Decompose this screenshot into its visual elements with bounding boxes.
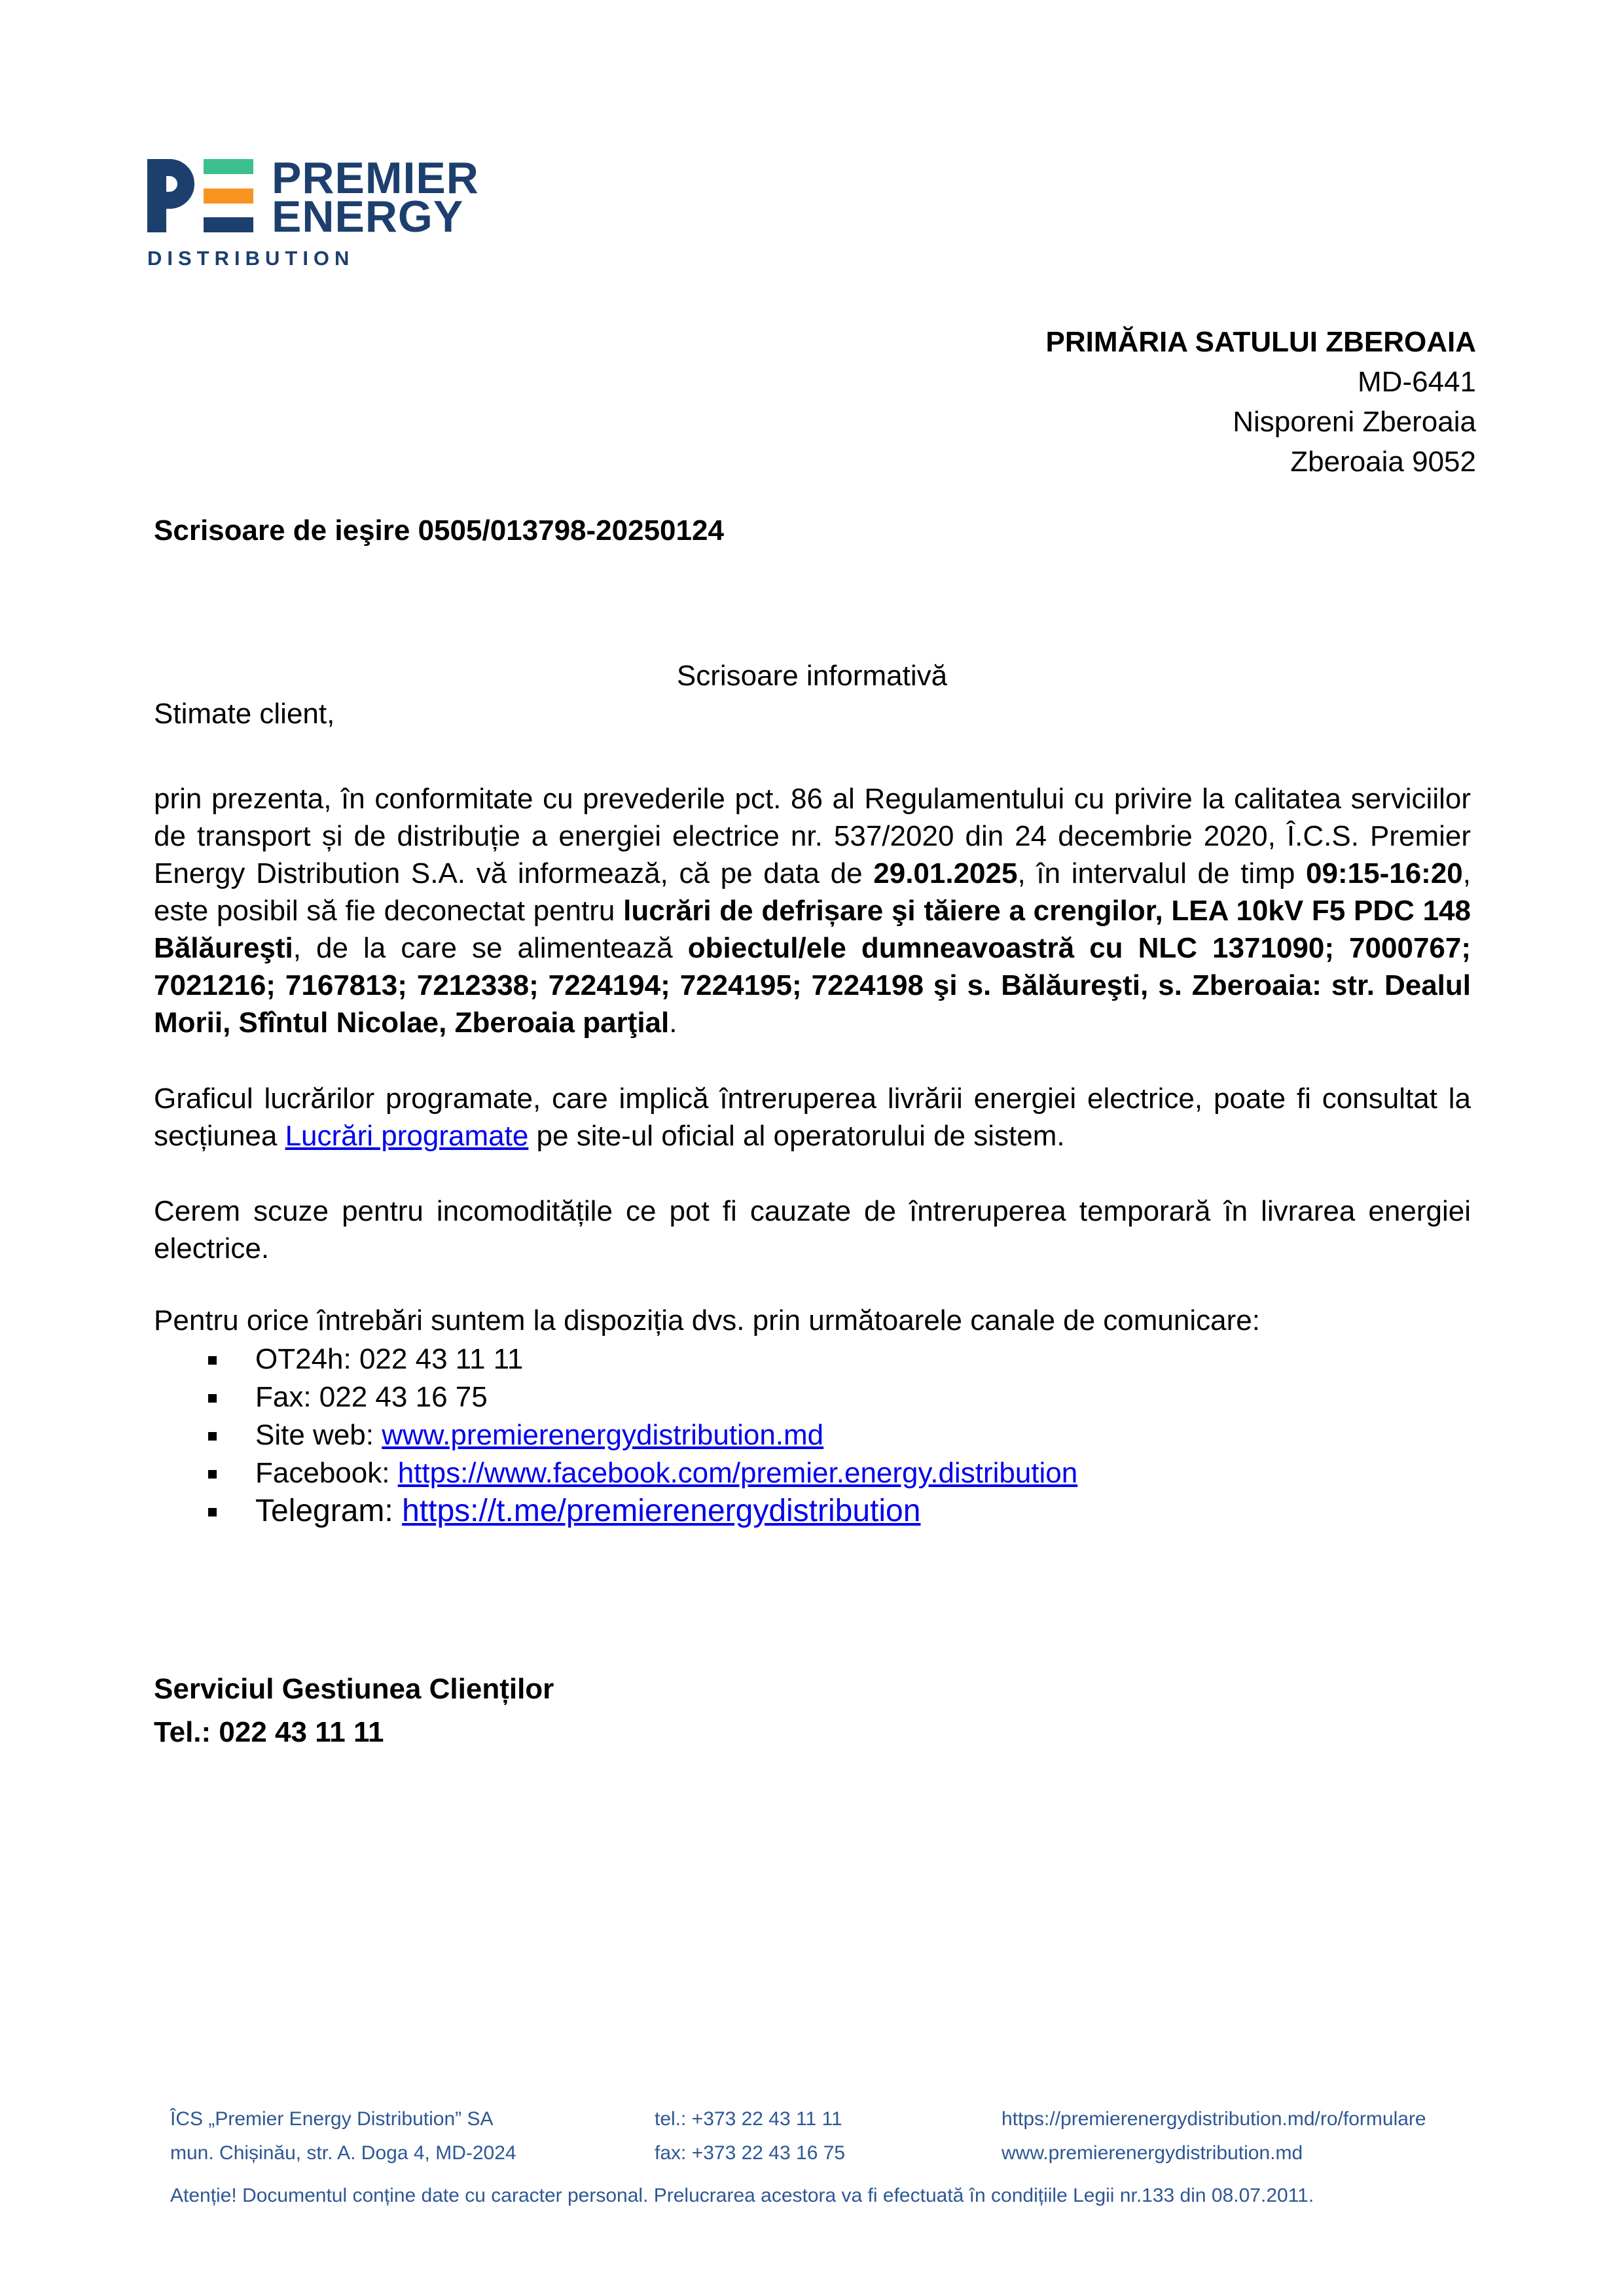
text-run: . bbox=[669, 1007, 677, 1039]
pe-monogram-icon bbox=[147, 159, 253, 232]
bullet-icon bbox=[208, 1470, 217, 1479]
signature-department: Serviciul Gestiunea Clienților bbox=[154, 1673, 554, 1705]
salutation: Stimate client, bbox=[154, 698, 335, 730]
text-run: prin prezenta, în conformitate cu prevederile pct. 86 al Regulamentului cu privire la calitatea serviciilor de transport și de distribuție a energiei electrice nr. 537/2020 din 24 decembrie 2020, Î.C.S. Premier Energy Distribution S.A. vă informează, că pe data de bbox=[154, 783, 1471, 889]
footer-site-url: www.premierenergydistribution.md bbox=[1001, 2142, 1303, 2164]
contact-ot24h bbox=[255, 1340, 523, 1378]
letter-title: Scrisoare informativă bbox=[676, 660, 948, 692]
text-run: Graficul lucrărilor programate, care implică întreruperea livrării energiei electrice, poate fi consultat la secțiunea bbox=[154, 1083, 1471, 1152]
footer-phones bbox=[655, 2102, 845, 2170]
e-bar-orange bbox=[204, 188, 253, 204]
text-run: Facebook: bbox=[255, 1457, 398, 1489]
footer-fax: fax: +373 22 43 16 75 bbox=[655, 2142, 846, 2164]
text-run: , este posibil să fie deconectat pentru bbox=[154, 857, 1471, 927]
premier-energy-logo bbox=[147, 153, 479, 270]
bullet-icon bbox=[208, 1508, 217, 1516]
recipient-block bbox=[1045, 322, 1476, 482]
contact-telegram bbox=[255, 1492, 920, 1530]
text-run: lucrări de defrișare şi tăiere a crengilor, LEA 10kV F5 PDC 148 Bălăureşti bbox=[154, 895, 1471, 964]
list-item bbox=[208, 1340, 1077, 1378]
logo-text-energy: ENERGY bbox=[272, 192, 464, 242]
contact-website bbox=[255, 1416, 823, 1454]
text-run: 29.01.2025 bbox=[873, 857, 1018, 889]
e-bar-navy bbox=[204, 217, 253, 232]
logo-text-distribution: DISTRIBUTION bbox=[147, 247, 355, 270]
footer-company-address bbox=[170, 2102, 516, 2170]
monogram-p-bowl bbox=[147, 159, 194, 209]
hyperlink[interactable]: www.premierenergydistribution.md bbox=[382, 1419, 824, 1451]
contact-facebook bbox=[255, 1454, 1077, 1492]
text-run: 09:15-16:20 bbox=[1306, 857, 1463, 889]
text-run: Site web: bbox=[255, 1419, 382, 1451]
e-bar-green bbox=[204, 159, 253, 174]
logo-text-premier: PREMIER bbox=[272, 153, 479, 203]
text-run: pe site-ul oficial al operatorului de sistem. bbox=[528, 1120, 1065, 1152]
list-item bbox=[208, 1416, 1077, 1454]
footer-tel: tel.: +373 22 43 11 11 bbox=[655, 2108, 842, 2130]
text-run: OT24h: 022 43 11 11 bbox=[255, 1343, 524, 1375]
logo-wordmark bbox=[272, 153, 479, 242]
list-item bbox=[208, 1454, 1077, 1492]
paragraph-schedule-link bbox=[154, 1080, 1471, 1155]
footer-company-street: mun. Chișinău, str. A. Doga 4, MD-2024 bbox=[170, 2142, 516, 2164]
paragraph-disconnection-notice bbox=[154, 780, 1471, 1041]
signature-block bbox=[154, 1668, 554, 1754]
signature-phone: Tel.: 022 43 11 11 bbox=[154, 1716, 384, 1748]
paragraph-apology: Cerem scuze pentru incomoditățile ce pot fi cauzate de întreruperea temporară în livrarea energiei electrice. bbox=[154, 1195, 1471, 1265]
text-run: Telegram: bbox=[255, 1494, 403, 1528]
footer-forms-url: https://premierenergydistribution.md/ro/formulare bbox=[1001, 2108, 1426, 2130]
text-run: obiectul/ele dumneavoastră cu NLC 1371090; 7000767; 7021216; 7167813; 7212338; 7224194; 7224195; 7224198 şi s. Bălăureşti, s. Zberoaia: str. Dealul Morii, Sfîntul Nicolae, Zberoaia parţial bbox=[154, 932, 1471, 1039]
personal-data-notice: Atenție! Documentul conține date cu caracter personal. Prelucrarea acestora va fi efectuată în condițiile Legii nr.133 din 08.07.2011. bbox=[170, 2185, 1314, 2206]
recipient-locality: Zberoaia 9052 bbox=[1290, 446, 1476, 478]
hyperlink[interactable]: https://t.me/premierenergydistribution bbox=[402, 1494, 921, 1528]
text-run: , de la care se alimentează bbox=[293, 932, 688, 964]
bullet-icon bbox=[208, 1394, 217, 1403]
letter-reference: Scrisoare de ieşire 0505/013798-20250124 bbox=[154, 514, 724, 547]
list-item bbox=[208, 1378, 1077, 1416]
hyperlink[interactable]: Lucrări programate bbox=[285, 1120, 529, 1152]
footer-links bbox=[1001, 2102, 1426, 2170]
list-item bbox=[208, 1492, 1077, 1530]
recipient-postal-code: MD-6441 bbox=[1358, 366, 1476, 398]
recipient-district: Nisporeni Zberoaia bbox=[1233, 406, 1476, 438]
monogram-e-bars bbox=[204, 159, 253, 232]
recipient-name: PRIMĂRIA SATULUI ZBEROAIA bbox=[1045, 326, 1476, 358]
paragraph-contact-intro: Pentru orice întrebări suntem la dispoziția dvs. prin următoarele canale de comunicare: bbox=[154, 1304, 1260, 1336]
text-run: Fax: 022 43 16 75 bbox=[255, 1381, 488, 1413]
footer-company-name: ÎCS „Premier Energy Distribution” SA bbox=[170, 2108, 494, 2130]
bullet-icon bbox=[208, 1356, 217, 1365]
hyperlink[interactable]: https://www.facebook.com/premier.energy.distribution bbox=[397, 1457, 1078, 1489]
contact-channels-list bbox=[208, 1340, 1077, 1530]
contact-fax bbox=[255, 1378, 488, 1416]
bullet-icon bbox=[208, 1432, 217, 1441]
text-run: , în intervalul de timp bbox=[1017, 857, 1307, 889]
